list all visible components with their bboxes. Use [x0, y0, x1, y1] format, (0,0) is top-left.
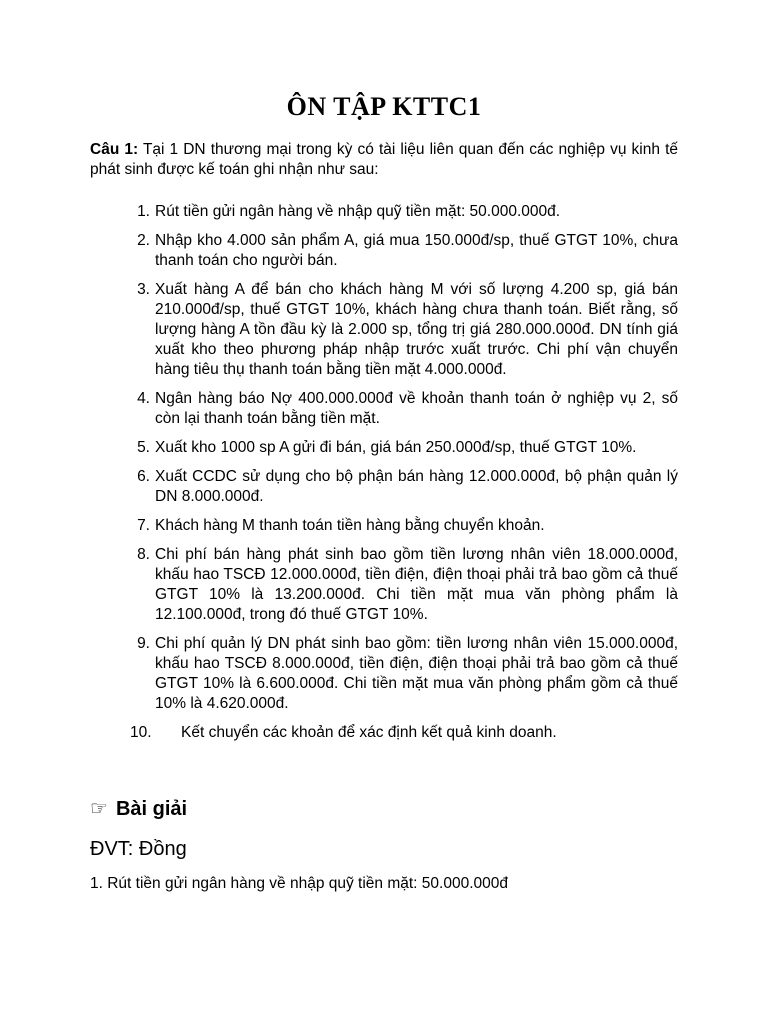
item-text: Chi phí bán hàng phát sinh bao gồm tiền lương nhân viên 18.000.000đ, khấu hao TSCĐ 12.000.000đ, tiền điện, điện thoại phải trả bao gồm cả thuế GTGT 10% là 13.200.000đ. Chi tiền mặt mua văn phòng phẩm là 12.100.000đ, trong đó thuế GTGT 10%. — [155, 546, 678, 623]
item-number: 8. — [137, 546, 150, 563]
list-item — [90, 438, 678, 458]
item-text: Ngân hàng báo Nợ 400.000.000đ về khoản thanh toán ở nghiệp vụ 2, số còn lại thanh toán bằng tiền mặt. — [155, 390, 678, 427]
question-label: Câu 1: — [90, 141, 139, 158]
list-item — [90, 467, 678, 507]
list-item — [90, 231, 678, 271]
list-item — [90, 389, 678, 429]
item-text: Xuất hàng A để bán cho khách hàng M với số lượng 4.200 sp, giá bán 210.000đ/sp, thuế GTGT 10%, khách hàng chưa thanh toán. Biết rằng, số lượng hàng A tồn đầu kỳ là 2.000 sp, tổng trị giá 280.000.000đ. DN tính giá xuất kho theo phương pháp nhập trước xuất trước. Chi phí vận chuyển hàng tiêu thụ thanh toán bằng tiền mặt 4.000.000đ. — [155, 281, 678, 378]
list-item — [90, 202, 678, 222]
list-item — [90, 545, 678, 625]
item-text: Xuất CCDC sử dụng cho bộ phận bán hàng 12.000.000đ, bộ phận quản lý DN 8.000.000đ. — [155, 468, 678, 505]
question-intro — [90, 140, 678, 180]
item-number: 7. — [137, 517, 150, 534]
item-text: Chi phí quản lý DN phát sinh bao gồm: tiền lương nhân viên 15.000.000đ, khấu hao TSCĐ 8.000.000đ, tiền điện, điện thoại phải trả bao gồm cả thuế GTGT 10% là 6.600.000đ. Chi tiền mặt mua văn phòng phẩm gồm cả thuế 10% là 4.620.000đ. — [155, 635, 678, 712]
item-text: Kết chuyển các khoản để xác định kết quả kinh doanh. — [181, 724, 557, 741]
list-item — [90, 516, 678, 536]
solution-step-1: 1. Rút tiền gửi ngân hàng về nhập quỹ tiền mặt: 50.000.000đ — [90, 875, 508, 892]
item-number: 3. — [137, 281, 150, 298]
transaction-list — [90, 202, 678, 752]
solution-heading — [90, 796, 187, 822]
item-text: Nhập kho 4.000 sản phẩm A, giá mua 150.000đ/sp, thuế GTGT 10%, chưa thanh toán cho người bán. — [155, 232, 678, 269]
item-number: 4. — [137, 390, 150, 407]
item-text: Rút tiền gửi ngân hàng về nhập quỹ tiền mặt: 50.000.000đ. — [155, 203, 561, 220]
solution-label: Bài giải — [115, 798, 188, 820]
list-item — [90, 723, 678, 743]
unit-label: ĐVT: Đồng — [90, 838, 187, 860]
item-text: Xuất kho 1000 sp A gửi đi bán, giá bán 250.000đ/sp, thuế GTGT 10%. — [155, 439, 637, 456]
list-item — [90, 280, 678, 380]
page-title: ÔN TẬP KTTC1 — [286, 92, 482, 121]
pointing-hand-icon: ☞ — [90, 798, 108, 820]
item-text: Khách hàng M thanh toán tiền hàng bằng chuyển khoản. — [155, 517, 545, 534]
item-number: 1. — [137, 203, 150, 220]
item-number: 5. — [137, 439, 150, 456]
item-number: 10. — [130, 724, 152, 741]
item-number: 9. — [137, 635, 150, 652]
item-number: 6. — [137, 468, 150, 485]
question-text: Tại 1 DN thương mại trong kỳ có tài liệu liên quan đến các nghiệp vụ kinh tế phát sinh được kế toán ghi nhận như sau: — [90, 141, 678, 178]
item-number: 2. — [137, 232, 150, 249]
list-item — [90, 634, 678, 714]
